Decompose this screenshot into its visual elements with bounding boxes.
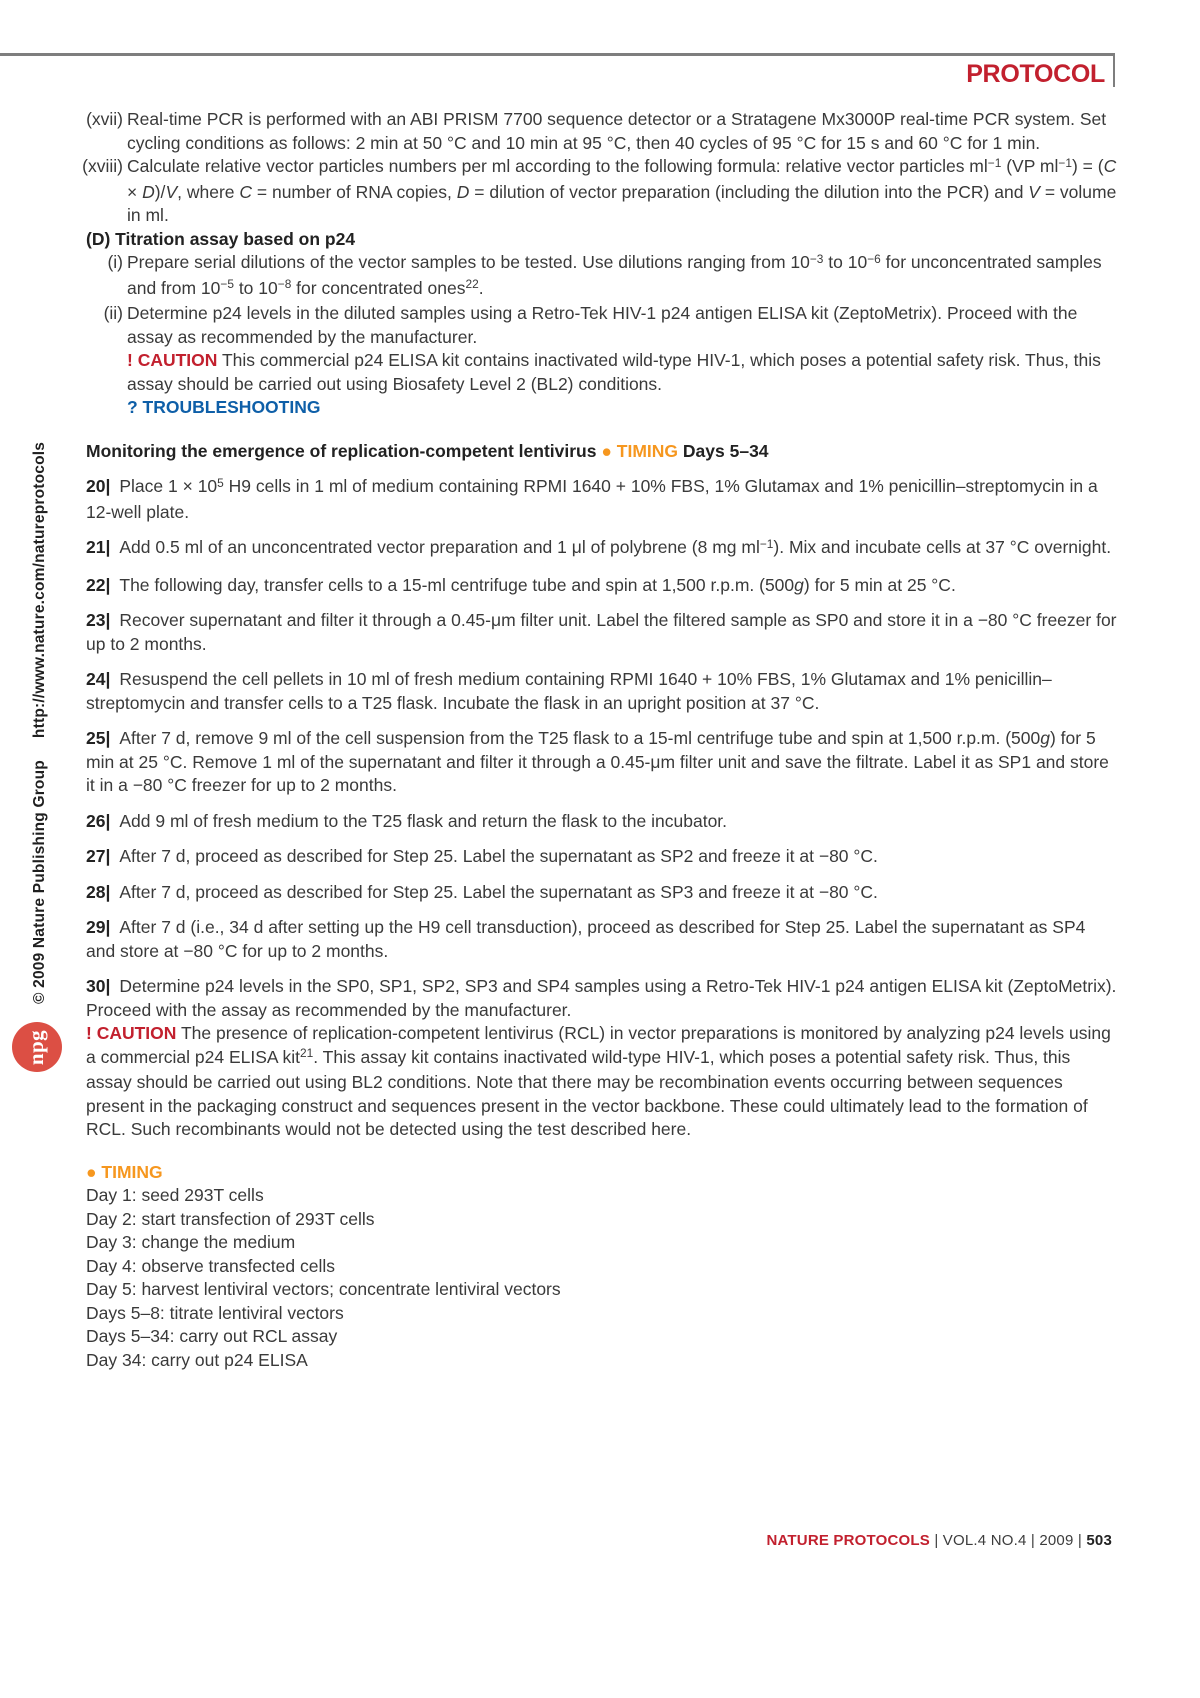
protocol-step xyxy=(86,916,1118,963)
step-number: 29| xyxy=(86,917,111,937)
journal-url: http://www.nature.com/natureprotocols xyxy=(31,441,48,739)
option-d-item-list xyxy=(86,251,1118,349)
step-text: Add 9 ml of fresh medium to the T25 flask and return the flask to the incubator. xyxy=(119,810,728,831)
protocol-step xyxy=(86,536,1118,562)
step-number: 27| xyxy=(86,846,111,866)
option-d-item xyxy=(86,251,1118,302)
option-d-heading: (D) Titration assay based on p24 xyxy=(86,228,356,249)
step-number: 20| xyxy=(86,476,111,496)
step-number: 22| xyxy=(86,574,111,595)
protocol-step xyxy=(86,727,1118,798)
step-number: 25| xyxy=(86,728,111,748)
page-footer: NATURE PROTOCOLS | VOL.4 NO.4 | 2009 | 503 xyxy=(766,1532,1112,1549)
step-text: After 7 d, proceed as described for Step 25. Label the supernatant as SP3 and freeze it at −80 °C. xyxy=(119,881,878,902)
option-item-label: (i) xyxy=(107,252,123,272)
timing-day: Days 5–34: carry out RCL assay xyxy=(86,1326,338,1346)
section-heading: Monitoring the emergence of replication-competent lentivirus ● TIMING Days 5–34 xyxy=(86,440,769,461)
step-number: 24| xyxy=(86,669,111,689)
protocol-step xyxy=(86,475,1118,524)
timing-day: Day 2: start transfection of 293T cells xyxy=(86,1208,375,1229)
step-text: After 7 d, remove 9 ml of the cell suspension from the T25 flask to a 15-ml centrifuge tube and spin at 1,500 r.p.m. (500g) for 5 min at 25 °C. Remove 1 ml of the supernatant and filter it through a 0.45-μm filter unit and save the filtrate. Label it as SP1 and store it in a −80 °C freezer for up to 2 months. xyxy=(86,728,1109,795)
step-text: Resuspend the cell pellets in 10 ml of fresh medium containing RPMI 1640 + 10% FBS, 1% Glutamax and 1% penicillin–streptomycin and transfer cells to a T25 flask. Incubate the flask in an upright position at 37 °C. xyxy=(86,669,1052,713)
substep-item xyxy=(82,155,1118,228)
protocol-step xyxy=(86,609,1118,656)
substep-item xyxy=(86,108,1118,155)
substep-text: Calculate relative vector particles numbers per ml according to the following formula: relative vector particles $ml^{-1}$ (VP $ml^{-1}) = (C \times D)/V$, where C = number of RNA copies, D = dilution of vector preparation (including the dilution into the PCR) and V = volume in ml. xyxy=(127,155,1117,225)
step-text: After 7 d, proceed as described for Step 25. Label the supernatant as SP2 and freeze it at −80 °C. xyxy=(119,846,878,866)
step-text: Determine p24 levels in the SP0, SP1, SP2, SP3 and SP4 samples using a Retro-Tek HIV-1 p24 antigen ELISA kit (ZeptoMetrix). Proceed with the assay as recommended by the manufacturer. xyxy=(86,976,1117,1020)
protocol-step xyxy=(86,574,1118,598)
timing-day: Day 3: change the medium xyxy=(86,1232,296,1252)
protocol-step xyxy=(86,975,1118,1022)
caution-note-rcl: ! CAUTION The presence of replication-competent lentivirus (RCL) in vector preparations is monitored by analyzing p24 levels using a commercial p24 ELISA kit$^{21}$. This assay kit contains inactivated wild-type HIV-1, which poses a potential safety risk. Thus, this assay should be carried out using BL2 conditions. Note that there may be recombination events occurring between sequences present in the packaging construct and sequences present in the vector backbone. These could ultimately lead to the formation of RCL. Such recombinants would not be detected using the test described here. xyxy=(86,1023,1111,1139)
protocol-step xyxy=(86,881,1118,905)
step-text: Add 0.5 ml of an unconcentrated vector preparation and 1 μl of polybrene (8 mg $ml^{-1}$). Mix and incubate cells at 37 °C overnight. xyxy=(119,536,1112,557)
timing-day-list xyxy=(86,1184,1118,1372)
timing-day: Day 1: seed 293T cells xyxy=(86,1185,264,1205)
header-rule xyxy=(0,53,1113,56)
step-number: 30| xyxy=(86,976,111,996)
option-item-text: Prepare serial dilutions of the vector samples to be tested. Use dilutions ranging from $10^{-3}$ to $10^{-6}$ for unconcentrated samples and from $10^{-5}$ to $10^{-8}$ for concentrated ones$^{22}$. xyxy=(127,251,1102,298)
substep-label: (xviii) xyxy=(82,156,123,176)
substep-label: (xvii) xyxy=(86,109,123,129)
step-text: After 7 d (i.e., 34 d after setting up the H9 cell transduction), proceed as described for Step 25. Label the supernatant as SP4 and store at −80 °C for up to 2 months. xyxy=(86,917,1086,961)
caution-note xyxy=(86,349,1118,396)
protocol-step xyxy=(86,845,1118,869)
troubleshooting-row xyxy=(86,396,1118,420)
sidebar-copyright xyxy=(31,442,49,1004)
main-content xyxy=(82,108,1118,1372)
timing-section xyxy=(86,1161,1118,1373)
copyright-text: © 2009 Nature Publishing Group xyxy=(31,760,48,1004)
option-item-text: Determine p24 levels in the diluted samples using a Retro-Tek HIV-1 p24 antigen ELISA kit (ZeptoMetrix). Proceed with the assay as recommended by the manufacturer. xyxy=(127,303,1078,347)
protocol-step xyxy=(86,668,1118,715)
step-text: The following day, transfer cells to a 15-ml centrifuge tube and spin at 1,500 r.p.m. (500g) for 5 min at 25 °C. xyxy=(119,574,956,595)
step-number: 28| xyxy=(86,881,111,902)
step-number: 23| xyxy=(86,610,111,630)
timing-day: Day 4: observe transfected cells xyxy=(86,1255,336,1276)
timing-day: Days 5–8: titrate lentiviral vectors xyxy=(86,1302,344,1323)
substep-text: Real-time PCR is performed with an ABI PRISM 7700 sequence detector or a Stratagene Mx3000P real-time PCR system. Set cycling conditions as follows: 2 min at 50 °C and 10 min at 95 °C, then 40 cycles of 95 °C for 15 s and 60 °C for 1 min. xyxy=(127,109,1107,153)
npg-logo xyxy=(12,1022,62,1072)
page-type-label: PROTOCOL xyxy=(966,60,1105,88)
protocol-step xyxy=(86,810,1118,834)
substep-list xyxy=(82,108,1118,228)
step-number: 26| xyxy=(86,810,111,831)
protocol-step-list xyxy=(86,475,1118,1022)
npg-logo-text: npg xyxy=(24,1029,49,1065)
caution-text: ! CAUTION This commercial p24 ELISA kit contains inactivated wild-type HIV-1, which poses a potential safety risk. Thus, this assay should be carried out using Biosafety Level 2 (BL2) conditions. xyxy=(127,350,1101,394)
step-text: Place $1 \times 10^5$ H9 cells in 1 ml of medium containing RPMI 1640 + 10% FBS, 1% Glutamax and 1% penicillin–streptomycin in a 12-well plate. xyxy=(86,475,1098,522)
timing-day: Day 5: harvest lentiviral vectors; concentrate lentiviral vectors xyxy=(86,1279,561,1299)
step-text: Recover supernatant and filter it through a 0.45-μm filter unit. Label the filtered sample as SP0 and store it in a −80 °C freezer for up to 2 months. xyxy=(86,610,1117,654)
option-d-item xyxy=(86,302,1118,349)
timing-day: Day 34: carry out p24 ELISA xyxy=(86,1349,308,1370)
option-item-label: (ii) xyxy=(103,303,123,323)
troubleshooting-link: ? TROUBLESHOOTING xyxy=(127,397,321,417)
timing-heading: ● TIMING xyxy=(86,1161,163,1182)
step-number: 21| xyxy=(86,537,111,557)
header-vertical-rule xyxy=(1113,53,1115,87)
